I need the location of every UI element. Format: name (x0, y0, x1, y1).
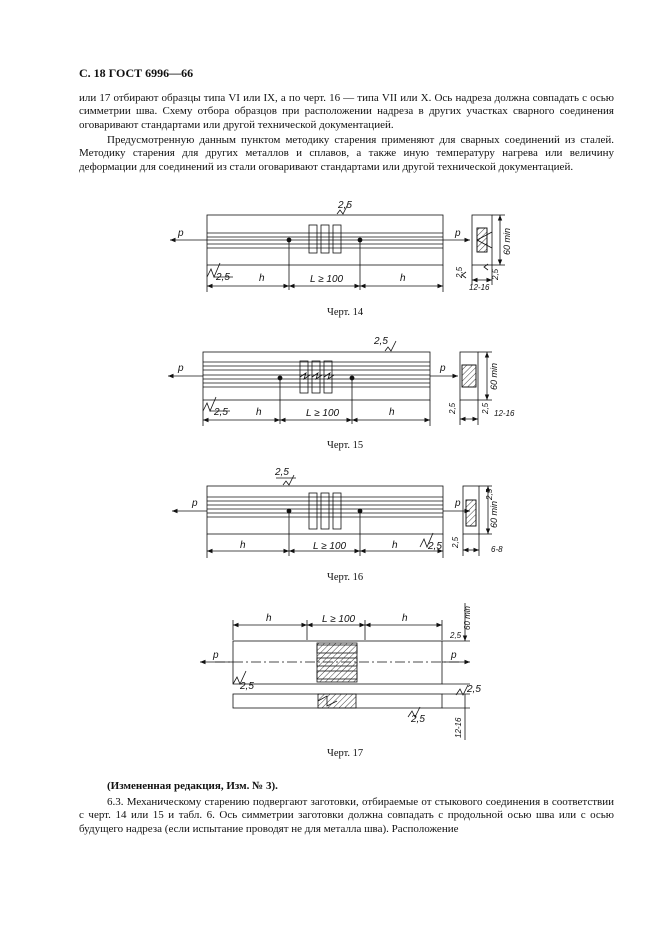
fig16-width: 6-8 (491, 545, 503, 554)
fig14-60min: 60 min (502, 227, 512, 255)
fig16-length: L ≥ 100 (313, 541, 347, 552)
fig15-60min: 60 min (489, 362, 499, 390)
fig15-length: L ≥ 100 (306, 408, 340, 419)
fig16-60min: 60 min (489, 500, 499, 528)
fig14-p-right: p (455, 228, 461, 239)
fig17-h-right: h (402, 613, 408, 624)
caption-fig15: Черт. 15 (327, 440, 364, 451)
fig17-h-left: h (266, 613, 272, 624)
fig16-roughness-top: 2,5 (275, 467, 289, 478)
fig14-roughness-side: 2,5 (455, 266, 464, 278)
fig16-h-right: h (392, 540, 398, 551)
fig14-h-left: h (259, 273, 265, 284)
fig16-roughness-side: 2,5 (451, 536, 460, 548)
paragraph-continuation: или 17 отбирают образцы типа VI или IX, а по черт. 16 — типа VII или X. Ось надреза должна совпадать с осью симметрии шва. Схему отбора образцов при расположении надреза в других участках сварного соединения оговаривают стандартами или другой технической документацией. (79, 92, 614, 131)
fig14-roughness: 2,5 (216, 272, 230, 283)
fig15-h-left: h (256, 407, 262, 418)
fig14-h-right: h (400, 273, 406, 284)
fig16-h-left: h (240, 540, 246, 551)
fig16-p-right: p (455, 498, 461, 509)
fig17-roughness-right: 2,5 (467, 684, 481, 695)
fig14-length: L ≥ 100 (310, 274, 344, 285)
fig17-width: 12-16 (454, 717, 463, 738)
fig15-roughness-side2: 2,5 (481, 402, 490, 414)
fig15-roughness: 2,5 (214, 407, 228, 418)
paragraph-6-3: 6.3. Механическому старению подвергают заготовки, отбираемые от стыкового соединения в соответствии с черт. 14 или 15 и табл. 6. Ось симметрии заготовки должна совпадать с продольной осью шва или с осью будущего надреза (если испытание проводят не для металла шва). Расположение (79, 796, 614, 835)
fig15-p-left: p (178, 363, 184, 374)
fig15-h-right: h (389, 407, 395, 418)
fig17-length: L ≥ 100 (322, 614, 356, 625)
fig17-p-left: p (213, 650, 219, 661)
fig15-roughness-side: 2,5 (448, 402, 457, 414)
fig17-roughness-bottom: 2,5 (411, 714, 425, 725)
caption-fig16: Черт. 16 (327, 572, 364, 583)
fig15-roughness-top: 2,5 (374, 336, 388, 347)
fig16-p-left: p (192, 498, 198, 509)
caption-fig17: Черт. 17 (327, 748, 364, 759)
page-header: С. 18 ГОСТ 6996—66 (79, 66, 194, 80)
paragraph-aging-method: Предусмотренную данным пунктом методику старения применяют для сварных соединений из сталей. Методику старения для других металлов и сплавов, а также иную температуру нагрева или величину деформации для соединений из стали оговаривают стандартами или другой технической документацией. (79, 134, 614, 173)
fig17-60min: 60 min (463, 605, 472, 630)
fig17-roughness-left: 2,5 (240, 681, 254, 692)
fig14-roughness-top: 2,5 (338, 200, 352, 211)
fig16-roughness: 2,5 (428, 541, 442, 552)
fig14-width: 12-16 (469, 283, 490, 292)
amendment-note: (Измененная редакция, Изм. № 3). (107, 780, 278, 792)
fig17-p-right: p (451, 650, 457, 661)
caption-fig14: Черт. 14 (327, 307, 364, 318)
fig16-roughness-side2: 2,5 (485, 488, 494, 500)
fig15-p-right: p (440, 363, 446, 374)
fig17-roughness-top: 2,5 (450, 631, 462, 640)
fig15-width: 12-16 (494, 409, 515, 418)
fig14-p-left: p (178, 228, 184, 239)
fig14-roughness-side2: 2,5 (491, 268, 500, 280)
